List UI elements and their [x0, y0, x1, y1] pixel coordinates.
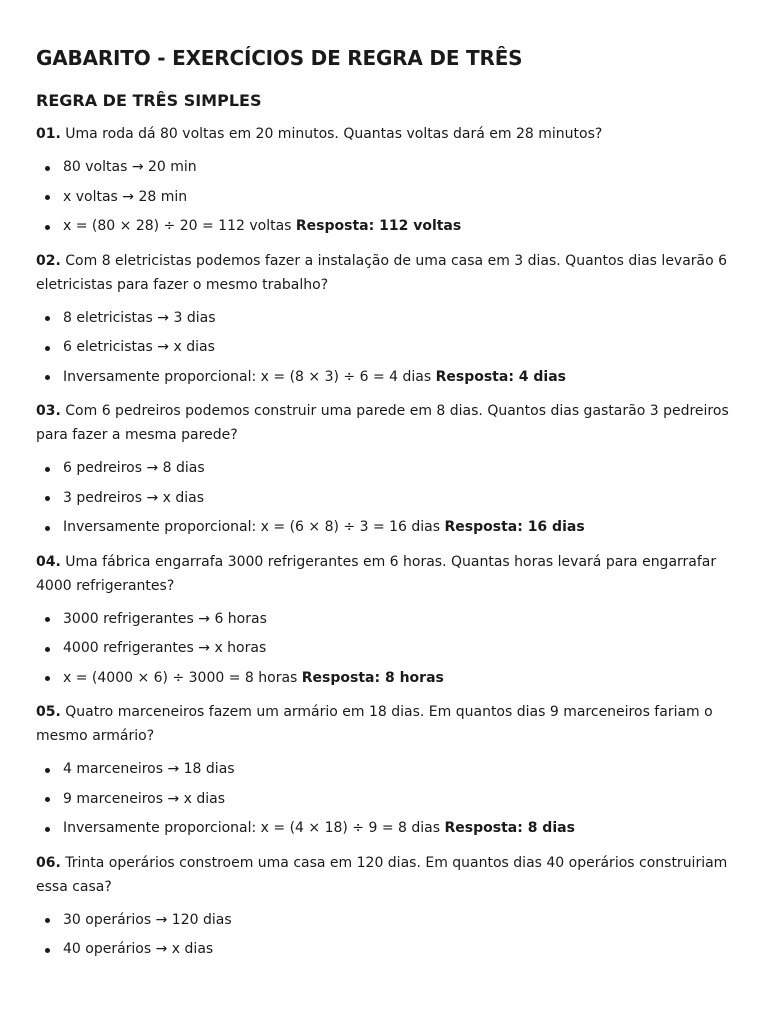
solution-steps [36, 755, 736, 844]
solution-step: 4 marceneiros → 18 dias [36, 755, 736, 785]
solution-step: 9 marceneiros → x dias [36, 785, 736, 815]
exercise-question [36, 700, 736, 748]
answer-text: Resposta: 4 dias [435, 368, 567, 385]
exercise-list [36, 122, 736, 972]
exercise-question [36, 249, 736, 297]
exercise-number: 06. [36, 854, 61, 871]
exercise-question-text: Uma fábrica engarrafa 3000 refrigerantes em 6 horas. Quantas horas levará para engarrafar 4000 refrigerantes? [36, 553, 717, 594]
answer-text: Resposta: 8 dias [444, 820, 575, 836]
solution-step: 8 eletricistas → 3 dias [36, 304, 736, 334]
exercise-question-text: Com 6 pedreiros podemos construir uma parede em 8 dias. Quantos dias gastarão 3 pedreiros para fazer a mesma parede? [36, 403, 729, 443]
exercise-question-text: Trinta operários constroem uma casa em 120 dias. Em quantos dias 40 operários construiriam essa casa? [36, 854, 728, 895]
solution-formula: Inversamente proporcional: x = (8 × 3) ÷ 6 = 4 dias [63, 368, 432, 385]
solution-step: 30 operários → 120 dias [36, 906, 736, 936]
exercise-question [36, 399, 736, 447]
solution-result [36, 363, 736, 393]
exercise-question [36, 550, 736, 598]
page-title: GABARITO - EXERCÍCIOS DE REGRA DE TRÊS [36, 46, 523, 70]
exercise-question [36, 851, 736, 899]
exercise-number: 03. [36, 403, 61, 419]
solution-step: 4000 refrigerantes → x horas [36, 634, 736, 664]
exercise-number: 04. [36, 553, 61, 570]
exercise-question-text: Com 8 eletricistas podemos fazer a instalação de uma casa em 3 dias. Quantos dias levarão 6 eletricistas para fazer o mesmo trabalho? [36, 252, 728, 293]
solution-step: 80 voltas → 20 min [36, 153, 736, 183]
answer-text: Resposta: 112 voltas [295, 218, 462, 234]
solution-steps [36, 153, 736, 242]
solution-steps [36, 454, 736, 543]
solution-result [36, 664, 736, 694]
solution-step: 40 operários → x dias [36, 935, 736, 965]
exercise-question [36, 122, 736, 146]
exercise-number: 01. [36, 126, 61, 142]
exercise-number: 05. [36, 704, 61, 720]
solution-formula: x = (80 × 28) ÷ 20 = 112 voltas [63, 218, 292, 234]
solution-result [36, 212, 736, 242]
solution-formula: x = (4000 × 6) ÷ 3000 = 8 horas [63, 669, 298, 686]
exercise-question-text: Quatro marceneiros fazem um armário em 18 dias. Em quantos dias 9 marceneiros fariam o mesmo armário? [36, 704, 713, 744]
solution-result [36, 513, 736, 543]
section-title: REGRA DE TRÊS SIMPLES [36, 91, 262, 110]
solution-formula: Inversamente proporcional: x = (6 × 8) ÷ 3 = 16 dias [63, 519, 441, 535]
solution-step: x voltas → 28 min [36, 183, 736, 213]
solution-step: 6 eletricistas → x dias [36, 333, 736, 363]
solution-steps [36, 906, 736, 965]
solution-result [36, 814, 736, 844]
exercise-question-text: Uma roda dá 80 voltas em 20 minutos. Quantas voltas dará em 28 minutos? [65, 126, 603, 142]
solution-steps [36, 605, 736, 694]
exercise-number: 02. [36, 252, 61, 269]
solution-steps [36, 304, 736, 393]
solution-step: 6 pedreiros → 8 dias [36, 454, 736, 484]
answer-text: Resposta: 8 horas [301, 669, 444, 686]
solution-formula: Inversamente proporcional: x = (4 × 18) ÷ 9 = 8 dias [63, 820, 441, 836]
solution-step: 3000 refrigerantes → 6 horas [36, 605, 736, 635]
solution-step: 3 pedreiros → x dias [36, 484, 736, 514]
answer-text: Resposta: 16 dias [444, 519, 585, 535]
